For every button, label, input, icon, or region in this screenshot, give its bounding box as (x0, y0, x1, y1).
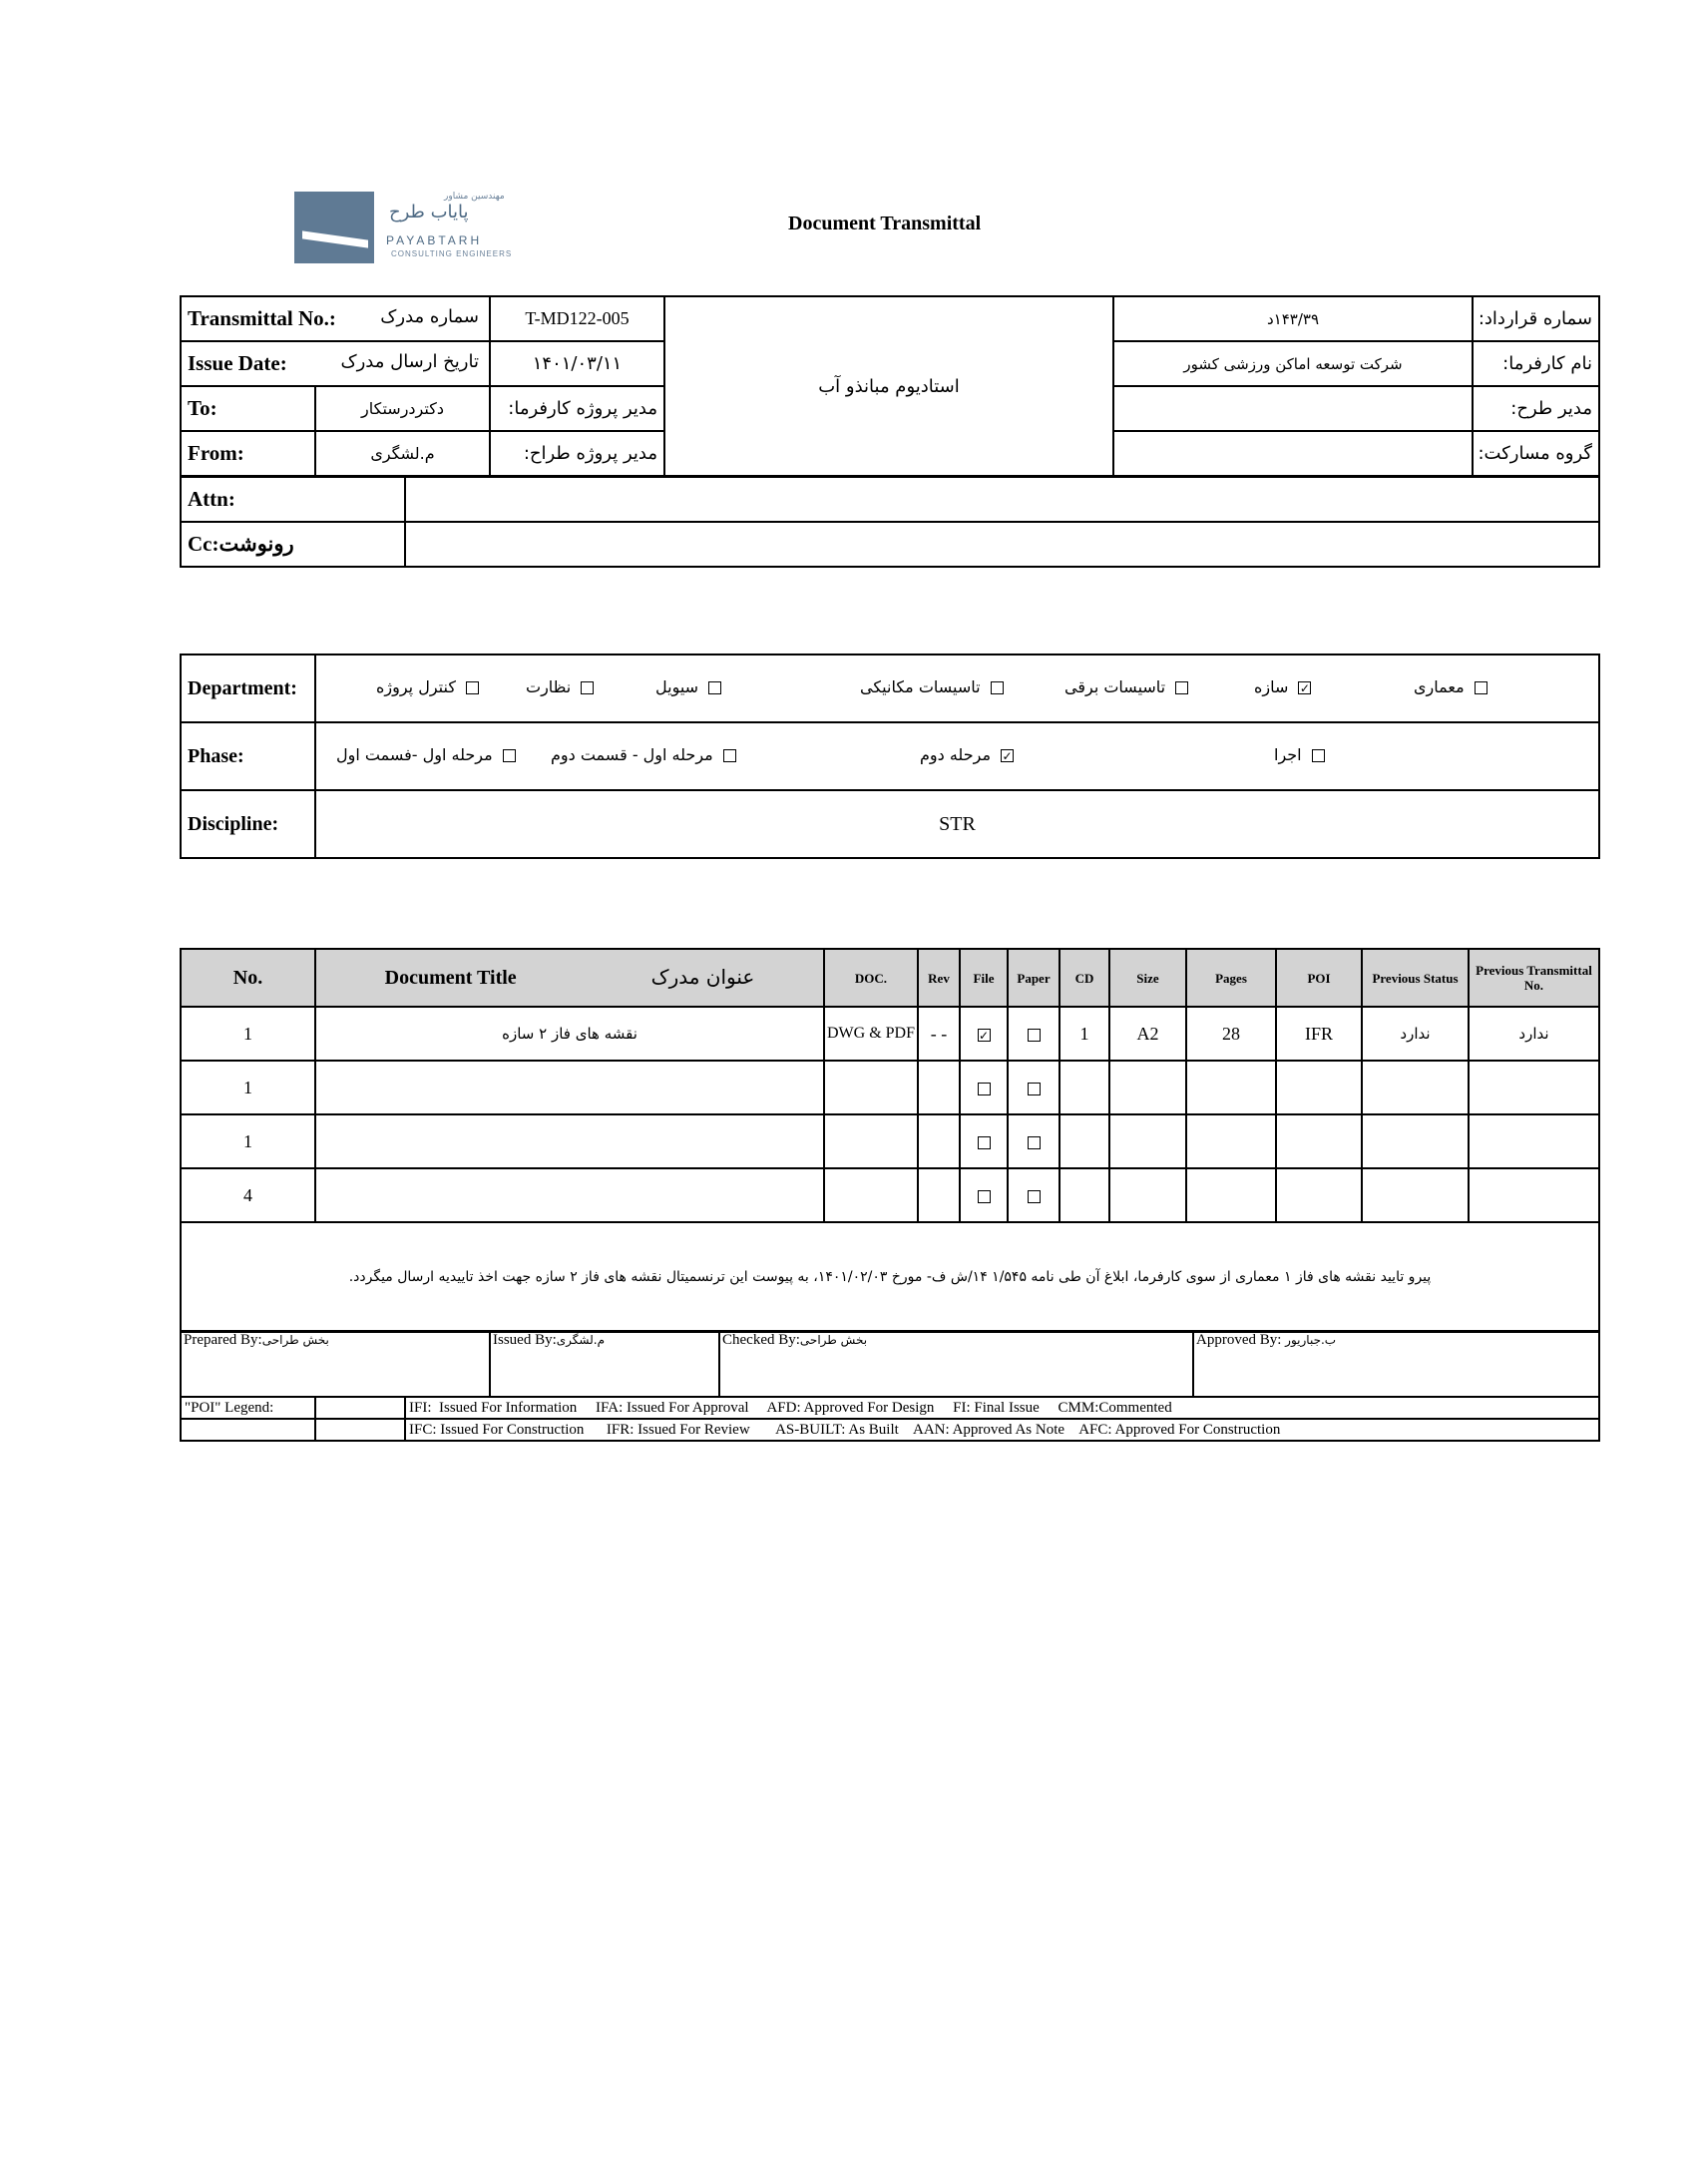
cell-pages (1186, 1114, 1276, 1168)
phase-option-label: مرحله اول -فسمت اول (336, 745, 493, 764)
cell-title: نقشه های فاز ۲ سازه (315, 1007, 824, 1061)
department-option[interactable] (860, 677, 1014, 696)
from-role: مدیر پروژه طراح: (490, 431, 664, 476)
col-doc: DOC. (824, 949, 918, 1007)
cell-cd (1060, 1168, 1109, 1222)
cell-doc (824, 1168, 918, 1222)
department-label: Department: (181, 655, 315, 722)
cell-prev-status: ندارد (1362, 1007, 1469, 1061)
cell-cd (1060, 1061, 1109, 1114)
issue-date-label-cell (181, 341, 490, 386)
checked-by-value: بخش طراحی (799, 1333, 868, 1347)
checkbox-icon[interactable] (723, 749, 736, 762)
checkbox-checked-icon[interactable]: ✓ (1002, 749, 1013, 763)
signatures-table (180, 1330, 1600, 1398)
cell-no: 1 (181, 1114, 315, 1168)
logo-en-name: PAYABTARH (386, 233, 483, 247)
checkbox-icon[interactable] (1175, 681, 1188, 694)
transmittal-note: پیرو تایید نقشه های فاز ۱ معماری از سوی کارفرما، ابلاغ آن طی نامه ۱/۵۴۵ ۱۴/ش ف- مورخ ۱۴۰۱/۰۲/۰۳، به پیوست این ترنسمیتال نقشه های فاز ۲ سازه جهت اخذ تاییدیه ارسال میگردد. (181, 1222, 1599, 1332)
issue-date: ۱۴۰۱/۰۳/۱۱ (490, 341, 664, 386)
attn-label: Attn: (181, 477, 405, 522)
cell-prev-status (1362, 1114, 1469, 1168)
approved-by-label: Approved By: (1196, 1332, 1282, 1348)
cell-size: A2 (1109, 1007, 1186, 1061)
col-prev-transmittal: Previous Transmittal No. (1469, 949, 1599, 1007)
table-row (181, 1168, 1599, 1222)
cell-pages: 28 (1186, 1007, 1276, 1061)
issued-by-label: Issued By: (493, 1332, 557, 1348)
cell-prev-status (1362, 1168, 1469, 1222)
phase-option[interactable] (551, 745, 746, 764)
cell-title (315, 1168, 824, 1222)
checkbox-icon[interactable] (1475, 681, 1487, 694)
department-option-label: تاسیسات مکانیکی (860, 677, 981, 696)
to-role: مدیر پروژه کارفرما: (490, 386, 664, 431)
checked-by-label: Checked By: (722, 1332, 800, 1348)
checkbox-icon[interactable] (991, 681, 1004, 694)
cell-paper[interactable] (1008, 1061, 1060, 1114)
checkbox-icon[interactable] (978, 1190, 991, 1203)
phase-option[interactable] (1274, 745, 1335, 764)
discipline-value: STR (315, 790, 1599, 858)
department-option[interactable] (655, 677, 731, 696)
legend-line-2: IFC: Issued For Construction IFR: Issued For Review AS-BUILT: As Built AAN: Approved As Note AFC: Approved For Construction (405, 1419, 1599, 1441)
checkbox-icon[interactable] (1028, 1083, 1041, 1095)
col-poi: POI (1276, 949, 1362, 1007)
department-option-label: معماری (1414, 677, 1465, 696)
partner-label: گروه مسارکت: (1473, 431, 1599, 476)
approved-by-value: ب.جباریور (1285, 1333, 1337, 1347)
department-option-label: سازه (1254, 677, 1289, 696)
cell-cd (1060, 1114, 1109, 1168)
cell-file[interactable] (960, 1061, 1008, 1114)
checkbox-icon[interactable] (708, 681, 721, 694)
transmittal-label-fa: سماره مدرک (380, 306, 479, 327)
issued-by-value: م.لشگری (556, 1333, 605, 1347)
col-file: File (960, 949, 1008, 1007)
checkbox-icon[interactable] (1028, 1136, 1041, 1149)
transmittal-label: Transmittal No.: (188, 306, 336, 330)
contract-number: ۱۴۳/۳۹د (1113, 296, 1473, 341)
legend-blank (181, 1419, 315, 1441)
cell-prev-transmittal (1469, 1061, 1599, 1114)
prepared-by-label: Prepared By: (184, 1332, 262, 1348)
checkbox-icon[interactable] (1028, 1029, 1041, 1042)
designer-label: مدیر طرح: (1473, 386, 1599, 431)
cc-label-text: Cc:رونوشت (188, 532, 294, 556)
cell-paper[interactable] (1008, 1168, 1060, 1222)
col-size: Size (1109, 949, 1186, 1007)
table-header-row (181, 949, 1599, 1007)
checkbox-icon[interactable] (581, 681, 594, 694)
cc-label (181, 522, 405, 567)
page-title: Document Transmittal (788, 213, 982, 234)
approved-by-cell (1193, 1331, 1599, 1397)
classification-table (180, 654, 1600, 859)
checkbox-icon[interactable] (1312, 749, 1325, 762)
from-value: م.لشگری (315, 431, 490, 476)
department-option-label: تاسیسات برقی (1064, 677, 1166, 696)
phase-label: Phase: (181, 722, 315, 790)
cell-poi (1276, 1168, 1362, 1222)
cell-rev (918, 1114, 960, 1168)
discipline-label: Discipline: (181, 790, 315, 858)
department-option[interactable] (1064, 677, 1198, 696)
documents-table (180, 948, 1600, 1333)
issue-date-label-fa: تاریخ ارسال مدرک (340, 351, 479, 372)
department-option[interactable] (1254, 677, 1321, 696)
client-label: نام کارفرما: (1473, 341, 1599, 386)
cell-rev: - - (918, 1007, 960, 1061)
client-name: شرکت توسعه اماکن ورزشی کشور (1113, 341, 1473, 386)
col-paper: Paper (1008, 949, 1060, 1007)
project-name: استادیوم مبانذو آب (664, 296, 1113, 476)
issue-date-label: Issue Date: (188, 351, 287, 375)
phase-option-label: اجرا (1274, 745, 1302, 764)
checkbox-icon[interactable] (466, 681, 479, 694)
department-option-label: سیویل (655, 677, 699, 696)
cell-doc (824, 1061, 918, 1114)
cell-prev-status (1362, 1061, 1469, 1114)
phase-option[interactable] (920, 745, 1024, 764)
cell-prev-transmittal (1469, 1168, 1599, 1222)
transmittal-number: T-MD122-005 (490, 296, 664, 341)
cell-doc (824, 1114, 918, 1168)
checkbox-checked-icon[interactable]: ✓ (978, 1028, 990, 1043)
cell-rev (918, 1168, 960, 1222)
company-logo (294, 192, 544, 266)
cell-no: 1 (181, 1007, 315, 1061)
cell-no: 1 (181, 1061, 315, 1114)
cell-size (1109, 1114, 1186, 1168)
cell-no: 4 (181, 1168, 315, 1222)
cell-prev-transmittal: ندارد (1469, 1007, 1599, 1061)
from-label: From: (181, 431, 315, 476)
cell-title (315, 1114, 824, 1168)
col-pages: Pages (1186, 949, 1276, 1007)
phase-option-label: مرحله اول - قسمت دوم (551, 745, 713, 764)
department-option[interactable] (376, 677, 489, 696)
cell-doc: DWG & PDF (824, 1007, 918, 1061)
department-option-label: کنترل پروژه (376, 677, 456, 696)
logo-en-sub: CONSULTING ENGINEERS (391, 249, 513, 258)
cell-poi (1276, 1114, 1362, 1168)
table-row (181, 1007, 1599, 1061)
logo-fa-small: مهندسین مشاور (444, 192, 505, 202)
cell-size (1109, 1061, 1186, 1114)
prepared-by-value: بخش طراحی (261, 1333, 329, 1347)
checkbox-icon[interactable] (1028, 1190, 1041, 1203)
to-value: دکتردرستکار (315, 386, 490, 431)
col-prev-status: Previous Status (1362, 949, 1469, 1007)
legend-label: "POI" Legend: (181, 1397, 315, 1419)
logo-mark-icon (294, 192, 374, 263)
cell-cd: 1 (1060, 1007, 1109, 1061)
cell-title (315, 1061, 824, 1114)
prepared-by-cell (181, 1331, 490, 1397)
department-options (315, 655, 1599, 722)
col-rev: Rev (918, 949, 960, 1007)
table-row (181, 1061, 1599, 1114)
cell-paper[interactable] (1008, 1114, 1060, 1168)
checkbox-icon[interactable] (978, 1136, 991, 1149)
legend-table (180, 1396, 1600, 1442)
header-table (180, 295, 1600, 477)
cell-poi: IFR (1276, 1007, 1362, 1061)
phase-options (315, 722, 1599, 790)
cell-file[interactable] (960, 1007, 1008, 1061)
partner-value (1113, 431, 1473, 476)
cell-file[interactable] (960, 1114, 1008, 1168)
checkbox-checked-icon[interactable]: ✓ (1299, 681, 1310, 695)
table-row (181, 1114, 1599, 1168)
phase-option-label: مرحله دوم (920, 745, 992, 764)
legend-line-1: IFI: Issued For Information IFA: Issued For Approval AFD: Approved For Design FI: Final Issue CMM:Commented (405, 1397, 1599, 1419)
attn-value (405, 477, 1599, 522)
cell-size (1109, 1168, 1186, 1222)
logo-fa-name: پایاب طرح (389, 202, 469, 222)
cell-prev-transmittal (1469, 1114, 1599, 1168)
department-option[interactable] (1414, 677, 1497, 696)
cell-file[interactable] (960, 1168, 1008, 1222)
to-label: To: (181, 386, 315, 431)
checkbox-icon[interactable] (978, 1083, 991, 1095)
cell-pages (1186, 1168, 1276, 1222)
checkbox-icon[interactable] (503, 749, 516, 762)
checked-by-cell (719, 1331, 1193, 1397)
col-no: No. (181, 949, 315, 1007)
cell-pages (1186, 1061, 1276, 1114)
cell-paper[interactable] (1008, 1007, 1060, 1061)
col-cd: CD (1060, 949, 1109, 1007)
attn-cc-table (180, 476, 1600, 568)
issued-by-cell (490, 1331, 719, 1397)
designer-value (1113, 386, 1473, 431)
legend-spacer (315, 1397, 405, 1419)
cell-rev (918, 1061, 960, 1114)
col-title (315, 949, 824, 1007)
department-option[interactable] (526, 677, 604, 696)
col-title-en: Document Title (384, 967, 517, 989)
department-option-label: نظارت (526, 677, 572, 696)
transmittal-label-cell (181, 296, 490, 341)
cc-value (405, 522, 1599, 567)
cell-poi (1276, 1061, 1362, 1114)
phase-option[interactable] (336, 745, 526, 764)
legend-spacer-2 (315, 1419, 405, 1441)
col-title-fa: عنوان مدرک (650, 965, 755, 989)
contract-number-label: سماره قرارداد: (1473, 296, 1599, 341)
